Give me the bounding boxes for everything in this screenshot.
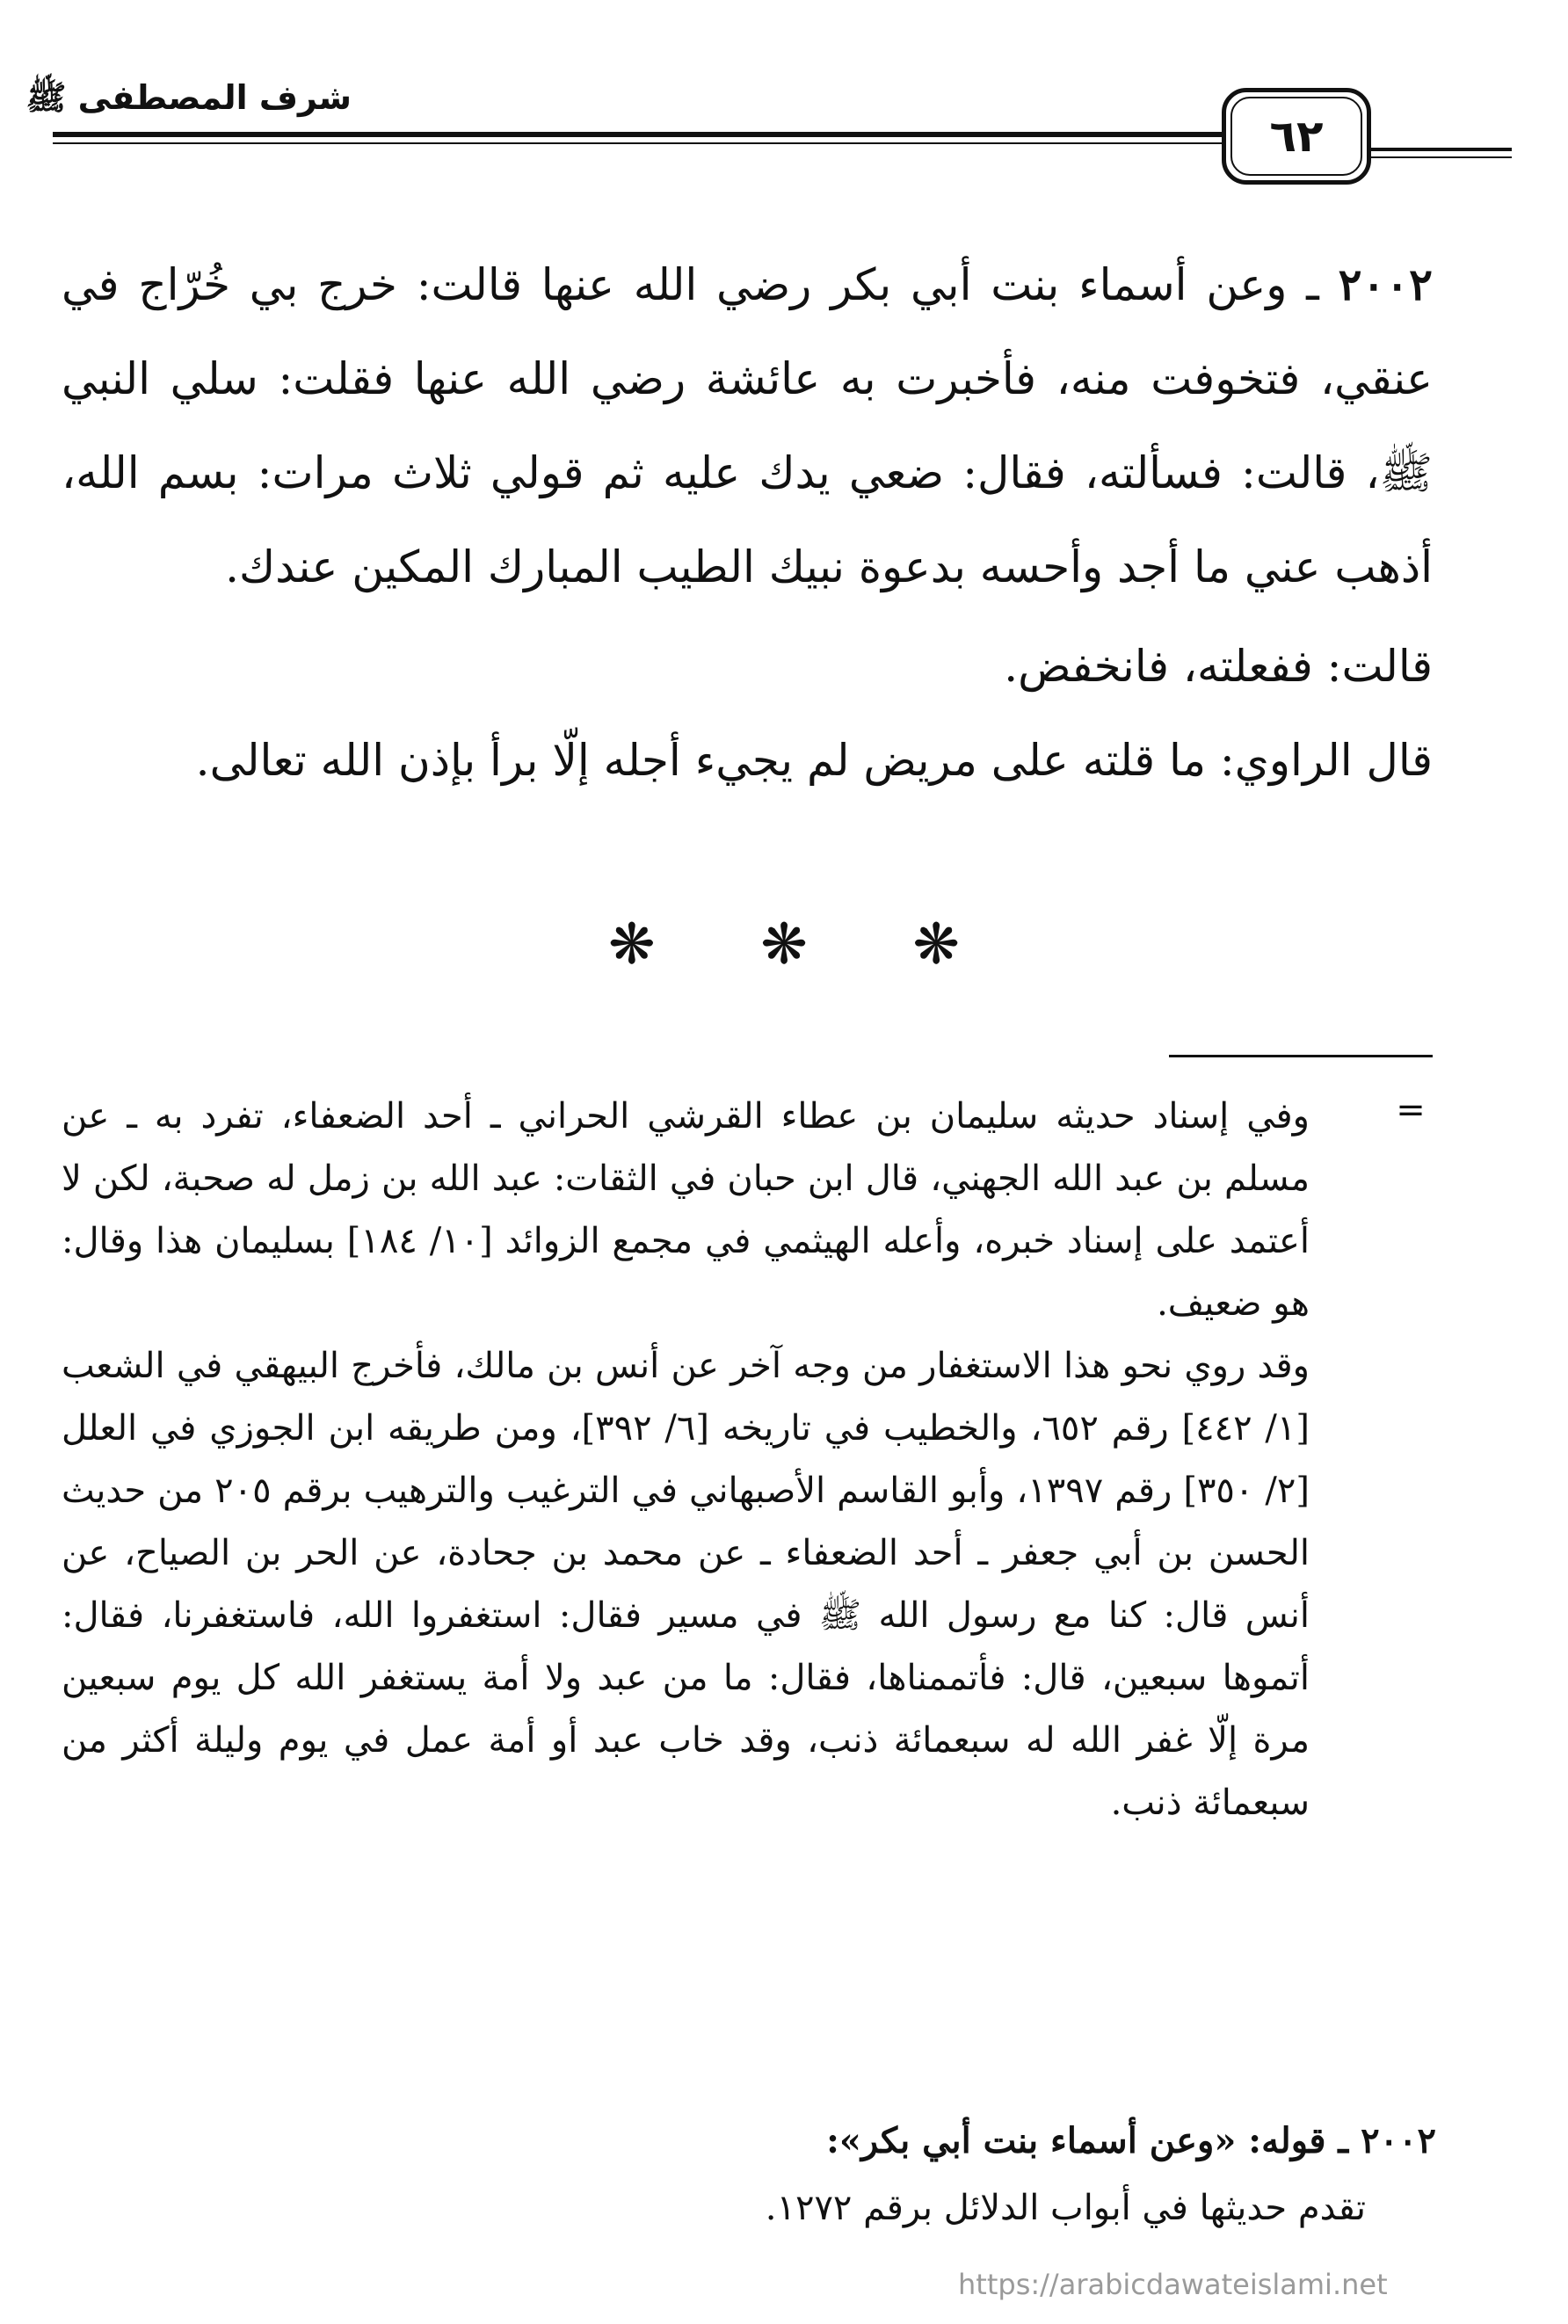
watermark: https://arabicdawateislami.net bbox=[958, 2268, 1388, 2301]
footnote-note-body: تقدم حديثها في أبواب الدلائل برقم ١٢٧٢. bbox=[765, 2188, 1366, 2228]
hadith-line-2: قالت: ففعلته، فانخفض. bbox=[1004, 641, 1433, 692]
page-number: ٦٢ bbox=[1230, 97, 1362, 176]
header-rule bbox=[53, 132, 1222, 137]
header-rule-right-thin bbox=[1371, 156, 1512, 158]
footnote-paragraph-1: وفي إسناد حديثه سليمان بن عطاء القرشي الحراني ـ أحد الضعفاء، تفرد به ـ عن مسلم بن عبد الله الجهني، قال ابن حبان في الثقات: عبد الله بن زمل له صحبة، لكن لا أعتمد على إسناد خبره، وأعله الهيثمي في مجمع الزوائد [١٠/ ١٨٤] بسليمان هذا وقال: هو ضعيف. bbox=[62, 1096, 1310, 1324]
header-rule-right bbox=[1371, 148, 1512, 151]
separator-star-icon: ❋ bbox=[760, 912, 808, 977]
separator-star-icon: ❋ bbox=[608, 912, 656, 977]
footnote-note-heading bbox=[65, 2110, 1436, 2173]
hadith-line-3: قال الراوي: ما قلته على مريض لم يجيء أجله إلّا برأ بإذن الله تعالى. bbox=[195, 735, 1433, 786]
hadith-text: ـ وعن أسماء بنت أبي بكر رضي الله عنها قالت: خرج بي خُرّاج في عنقي، فتخوفت منه، فأخبرت به عائشة رضي الله عنها فقلت: سلي النبي ﷺ، قالت: فسألته، فقال: ضعي يدك عليه ثم قولي ثلاث مرات: بسم الله، أذهب عني ما أجد وأحسه بدعوة نبيك الطيب المبارك المكين عندك. bbox=[62, 259, 1433, 592]
header-rule-thin bbox=[53, 142, 1222, 144]
footnote-continuation-mark: = bbox=[1396, 1090, 1426, 1130]
section-separator bbox=[608, 914, 960, 976]
footnote-paragraph-2: وقد روي نحو هذا الاستغفار من وجه آخر عن أنس بن مالك، فأخرج البيهقي في الشعب [١/ ٤٤٢] رقم ٦٥٢، والخطيب في تاريخه [٦/ ٣٩٢]، ومن طريقه ابن الجوزي في العلل [٢/ ٣٥٠] رقم ١٣٩٧، وأبو القاسم الأصبهاني في الترغيب والترهيب برقم ٢٠٥ من حديث الحسن بن أبي جعفر ـ أحد الضعفاء ـ عن محمد بن جحادة، عن الحر بن الصياح، عن أنس قال: كنا مع رسول الله ﷺ في مسير فقال: استغفروا الله، فاستغفرنا، فقال: أتموها سبعين، قال: فأتممناها، فقال: ما من عبد ولا أمة يستغفر الله كل يوم سبعين مرة إلّا غفر الله له سبعمائة ذنب، وقد خاب عبد أو أمة عمل في يوم وليلة أكثر من سبعمائة ذنب. bbox=[62, 1346, 1310, 1823]
page-number-frame bbox=[1222, 88, 1371, 185]
footnotes bbox=[62, 1086, 1310, 1834]
note-quote: «وعن أسماء بنت أبي بكر»: bbox=[826, 2120, 1249, 2161]
note-number: ٢٠٠٢ ـ قوله: bbox=[1248, 2120, 1436, 2161]
main-text bbox=[62, 237, 1433, 808]
hadith-number: ٢٠٠٢ bbox=[1338, 258, 1433, 310]
footnote-rule bbox=[1169, 1055, 1433, 1057]
separator-star-icon: ❋ bbox=[912, 912, 960, 977]
running-title: شرف المصطفى ﷺ bbox=[25, 78, 352, 117]
hadith-paragraph bbox=[62, 237, 1433, 614]
